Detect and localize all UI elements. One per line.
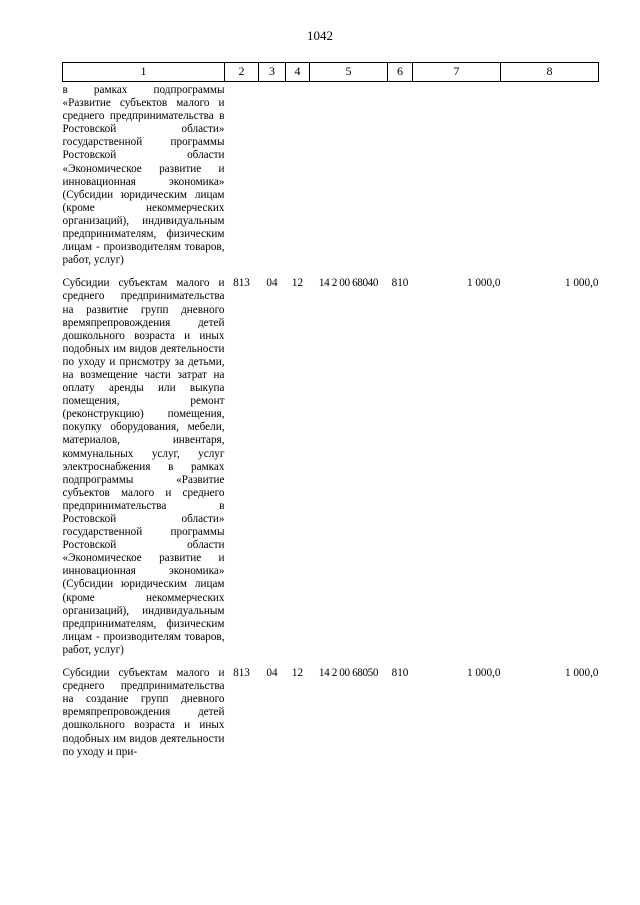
column-header-8: 8: [501, 63, 599, 82]
row-amount-2: 1 000,0: [564, 277, 599, 290]
row-description: Субсидии субъектам малого и среднего предпринимательства на развитие групп дневного времяпрепровождения детей дошкольного возраста и иных подобных им видов деятельности по уходу и присмотру за детьми, на возмещение части затрат на оплату аренды или выкупа помещения, ремонт (реконструкцию) помещения, покупку оборудования, мебели, материалов, инвентаря, коммунальных услуг, услуг электроснабжения в рамках подпрограммы «Развитие субъектов малого и среднего предпринимательства в Ростовской области» государственной программы Ростовской области «Экономическое развитие и инновационная экономика» (Субсидии юридическим лицам (кроме некоммерческих организаций), индивидуальным предпринимателям, физическим лицам - производителям товаров, работ, услуг): [62, 277, 225, 656]
column-header-6: 6: [388, 63, 413, 82]
row-target-article: [310, 82, 388, 268]
table-header-row: [63, 63, 599, 82]
table-row: [63, 82, 599, 268]
row-ministry-code: 813: [233, 277, 250, 290]
row-description: Субсидии субъектам малого и среднего предпринимательства на создание групп дневного времяпрепровождения детей дошкольного возраста и иных подобных им видов деятельности по уходу и при-: [62, 667, 225, 758]
row-description: в рамках подпрограммы «Развитие субъектов малого и среднего предпринимательства в Ростовской области» государственной программы Ростовской области «Экономическое развитие и инновационная экономика» (Субсидии юридическим лицам (кроме некоммерческих организаций), индивидуальным предпринимателям, физическим лицам - производителям товаров, работ, услуг): [62, 84, 225, 267]
row-ministry-code: 813: [233, 667, 250, 680]
row-amount-1: [413, 82, 501, 268]
row-section-code: [259, 82, 286, 268]
row-amount-2: 1 000,0: [564, 667, 599, 680]
column-header-1: 1: [63, 63, 225, 82]
column-header-7: 7: [413, 63, 501, 82]
row-section-code: 04: [266, 667, 278, 680]
table-row: [63, 267, 599, 657]
row-amount-1: 1 000,0: [466, 667, 501, 680]
row-expense-type: 810: [391, 277, 409, 290]
row-subsection-code: 12: [291, 667, 304, 680]
column-header-2: 2: [225, 63, 259, 82]
row-subsection-code: [286, 82, 310, 268]
row-expense-type: [388, 82, 413, 268]
column-header-3: 3: [259, 63, 286, 82]
row-target-article: 14 2 00 68040: [318, 277, 379, 290]
budget-table: [62, 62, 599, 759]
row-ministry-code: [225, 82, 259, 268]
row-subsection-code: 12: [291, 277, 304, 290]
row-amount-1: 1 000,0: [466, 277, 501, 290]
row-amount-2: [501, 82, 599, 268]
column-header-5: 5: [310, 63, 388, 82]
row-expense-type: 810: [391, 667, 409, 680]
page-number: 1042: [307, 28, 333, 43]
table-row: [63, 657, 599, 759]
row-target-article: 14 2 00 68050: [318, 667, 379, 680]
row-section-code: 04: [266, 277, 278, 290]
column-header-4: 4: [286, 63, 310, 82]
